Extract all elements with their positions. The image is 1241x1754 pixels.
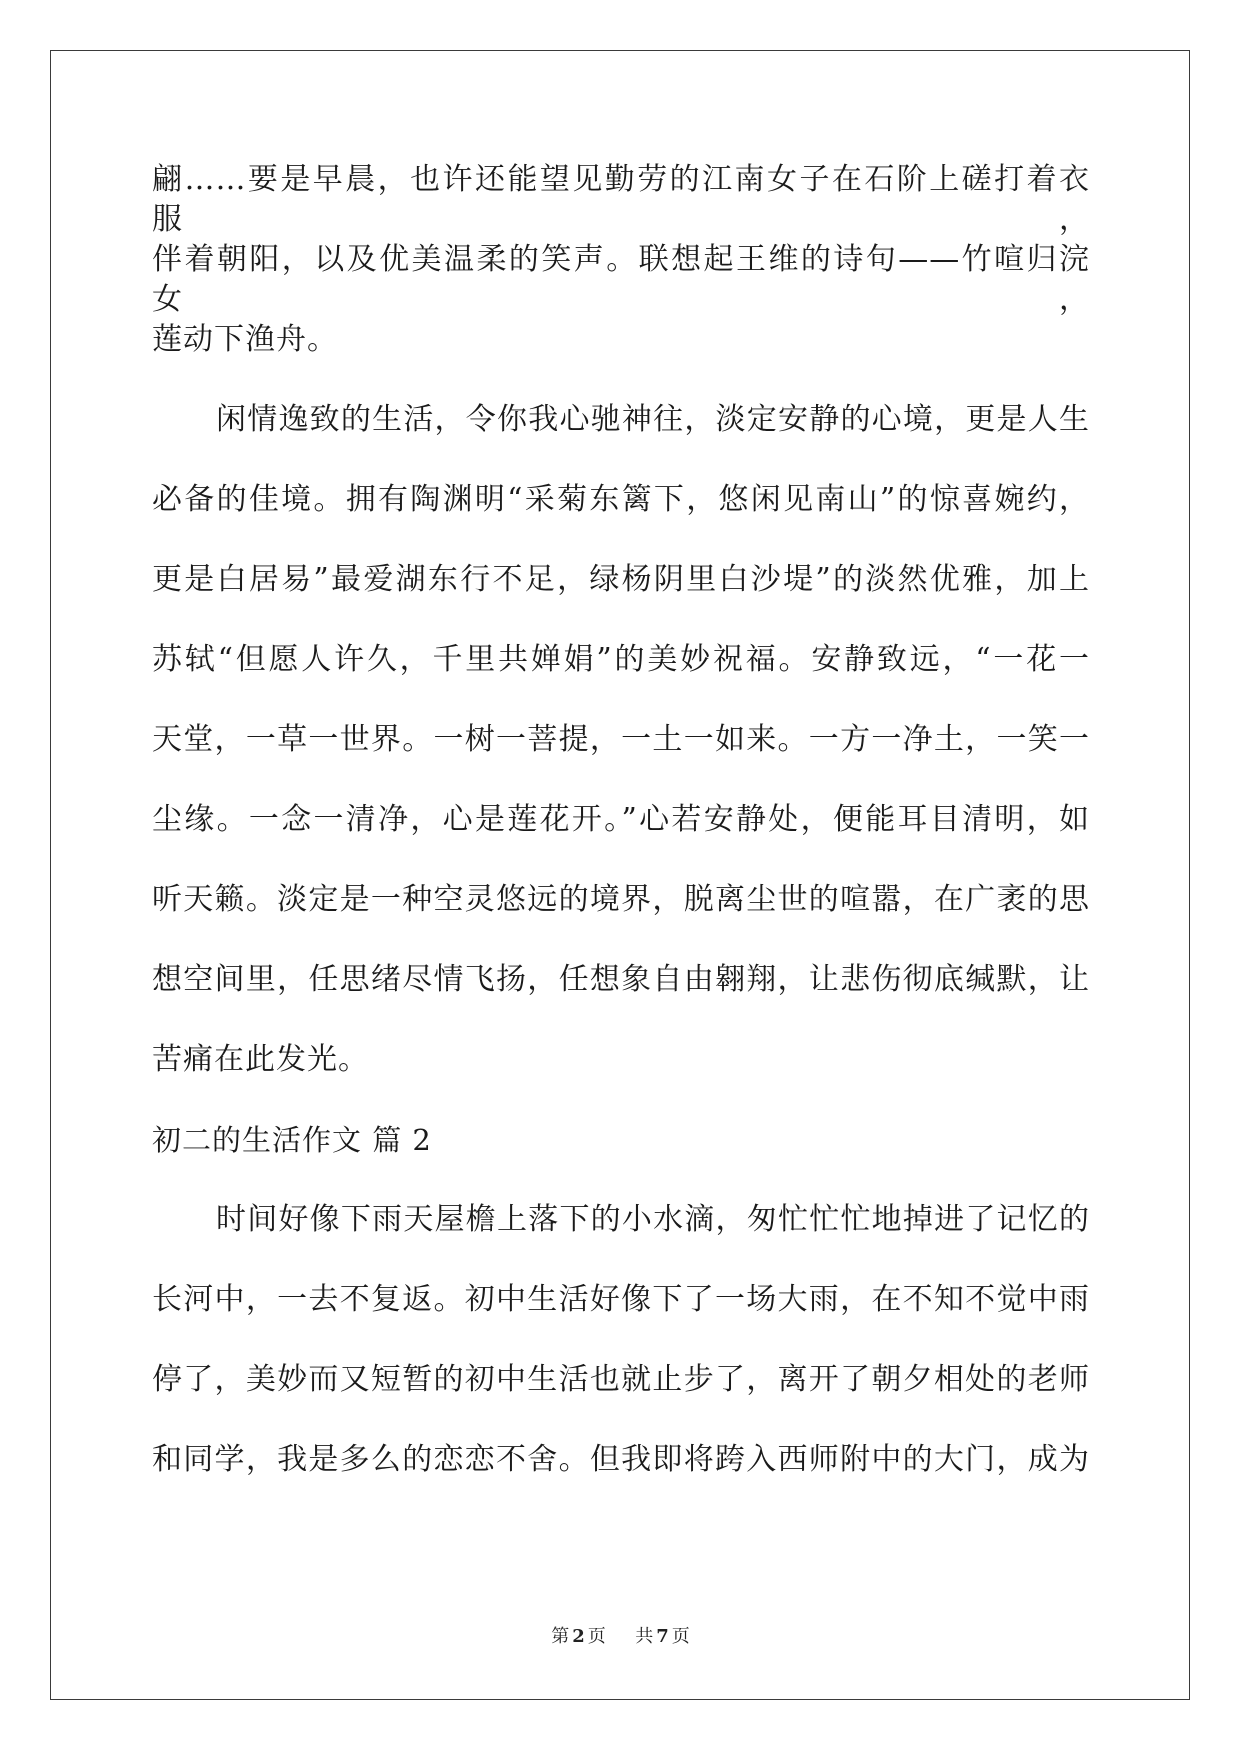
page-total	[635, 1626, 690, 1647]
paragraph-3	[152, 1200, 1090, 1480]
document-body	[152, 160, 1090, 1520]
text-line: 想空间里，任思绪尽情飞扬，任想象自由翱翔，让悲伤彻底缄默，让	[152, 962, 1090, 997]
section-heading: 初二的生活作文 篇 2	[152, 1123, 432, 1157]
text-line: 苦痛在此发光。	[152, 1042, 369, 1077]
page-number	[551, 1626, 611, 1647]
text-line: 翩……要是早晨，也许还能望见勤劳的江南女子在石阶上磋打着衣服，	[152, 162, 1090, 237]
total-count: 7	[656, 1626, 669, 1647]
text-line: 必备的佳境。拥有陶渊明“采菊东篱下，悠闲见南山”的惊喜婉约，	[152, 482, 1090, 517]
text-line: 莲动下渔舟。	[152, 322, 338, 357]
page-prefix: 第	[551, 1626, 570, 1647]
text-line: 尘缘。一念一清净，心是莲花开。”心若安静处，便能耳目清明，如	[152, 802, 1090, 837]
text-line: 时间好像下雨天屋檐上落下的小水滴，匆忙忙忙地掉进了记忆的	[216, 1202, 1090, 1237]
text-line: 更是白居易”最爱湖东行不足，绿杨阴里白沙堤”的淡然优雅，加上	[152, 562, 1090, 597]
text-line: 天堂，一草一世界。一树一菩提，一土一如来。一方一净土，一笑一	[152, 722, 1090, 757]
page-suffix: 页	[587, 1626, 606, 1647]
total-suffix: 页	[671, 1626, 690, 1647]
text-line: 和同学，我是多么的恋恋不舍。但我即将跨入西师附中的大门，成为	[152, 1442, 1090, 1477]
text-line: 闲情逸致的生活，令你我心驰神往，淡定安静的心境，更是人生	[216, 402, 1090, 437]
page-footer	[0, 1622, 1241, 1648]
paragraph-2	[152, 400, 1090, 1080]
page-current: 2	[572, 1626, 585, 1647]
total-prefix: 共	[635, 1626, 654, 1647]
text-line: 伴着朝阳，以及优美温柔的笑声。联想起王维的诗句——竹喧归浣女，	[152, 242, 1090, 317]
text-line: 听天籁。淡定是一种空灵悠远的境界，脱离尘世的喧嚣，在广袤的思	[152, 882, 1090, 917]
paragraph-1	[152, 160, 1090, 360]
text-line: 苏轼“但愿人许久，千里共婵娟”的美妙祝福。安静致远，“一花一	[152, 642, 1090, 677]
text-line: 长河中，一去不复返。初中生活好像下了一场大雨，在不知不觉中雨	[152, 1282, 1090, 1317]
text-line: 停了，美妙而又短暂的初中生活也就止步了，离开了朝夕相处的老师	[152, 1362, 1090, 1397]
